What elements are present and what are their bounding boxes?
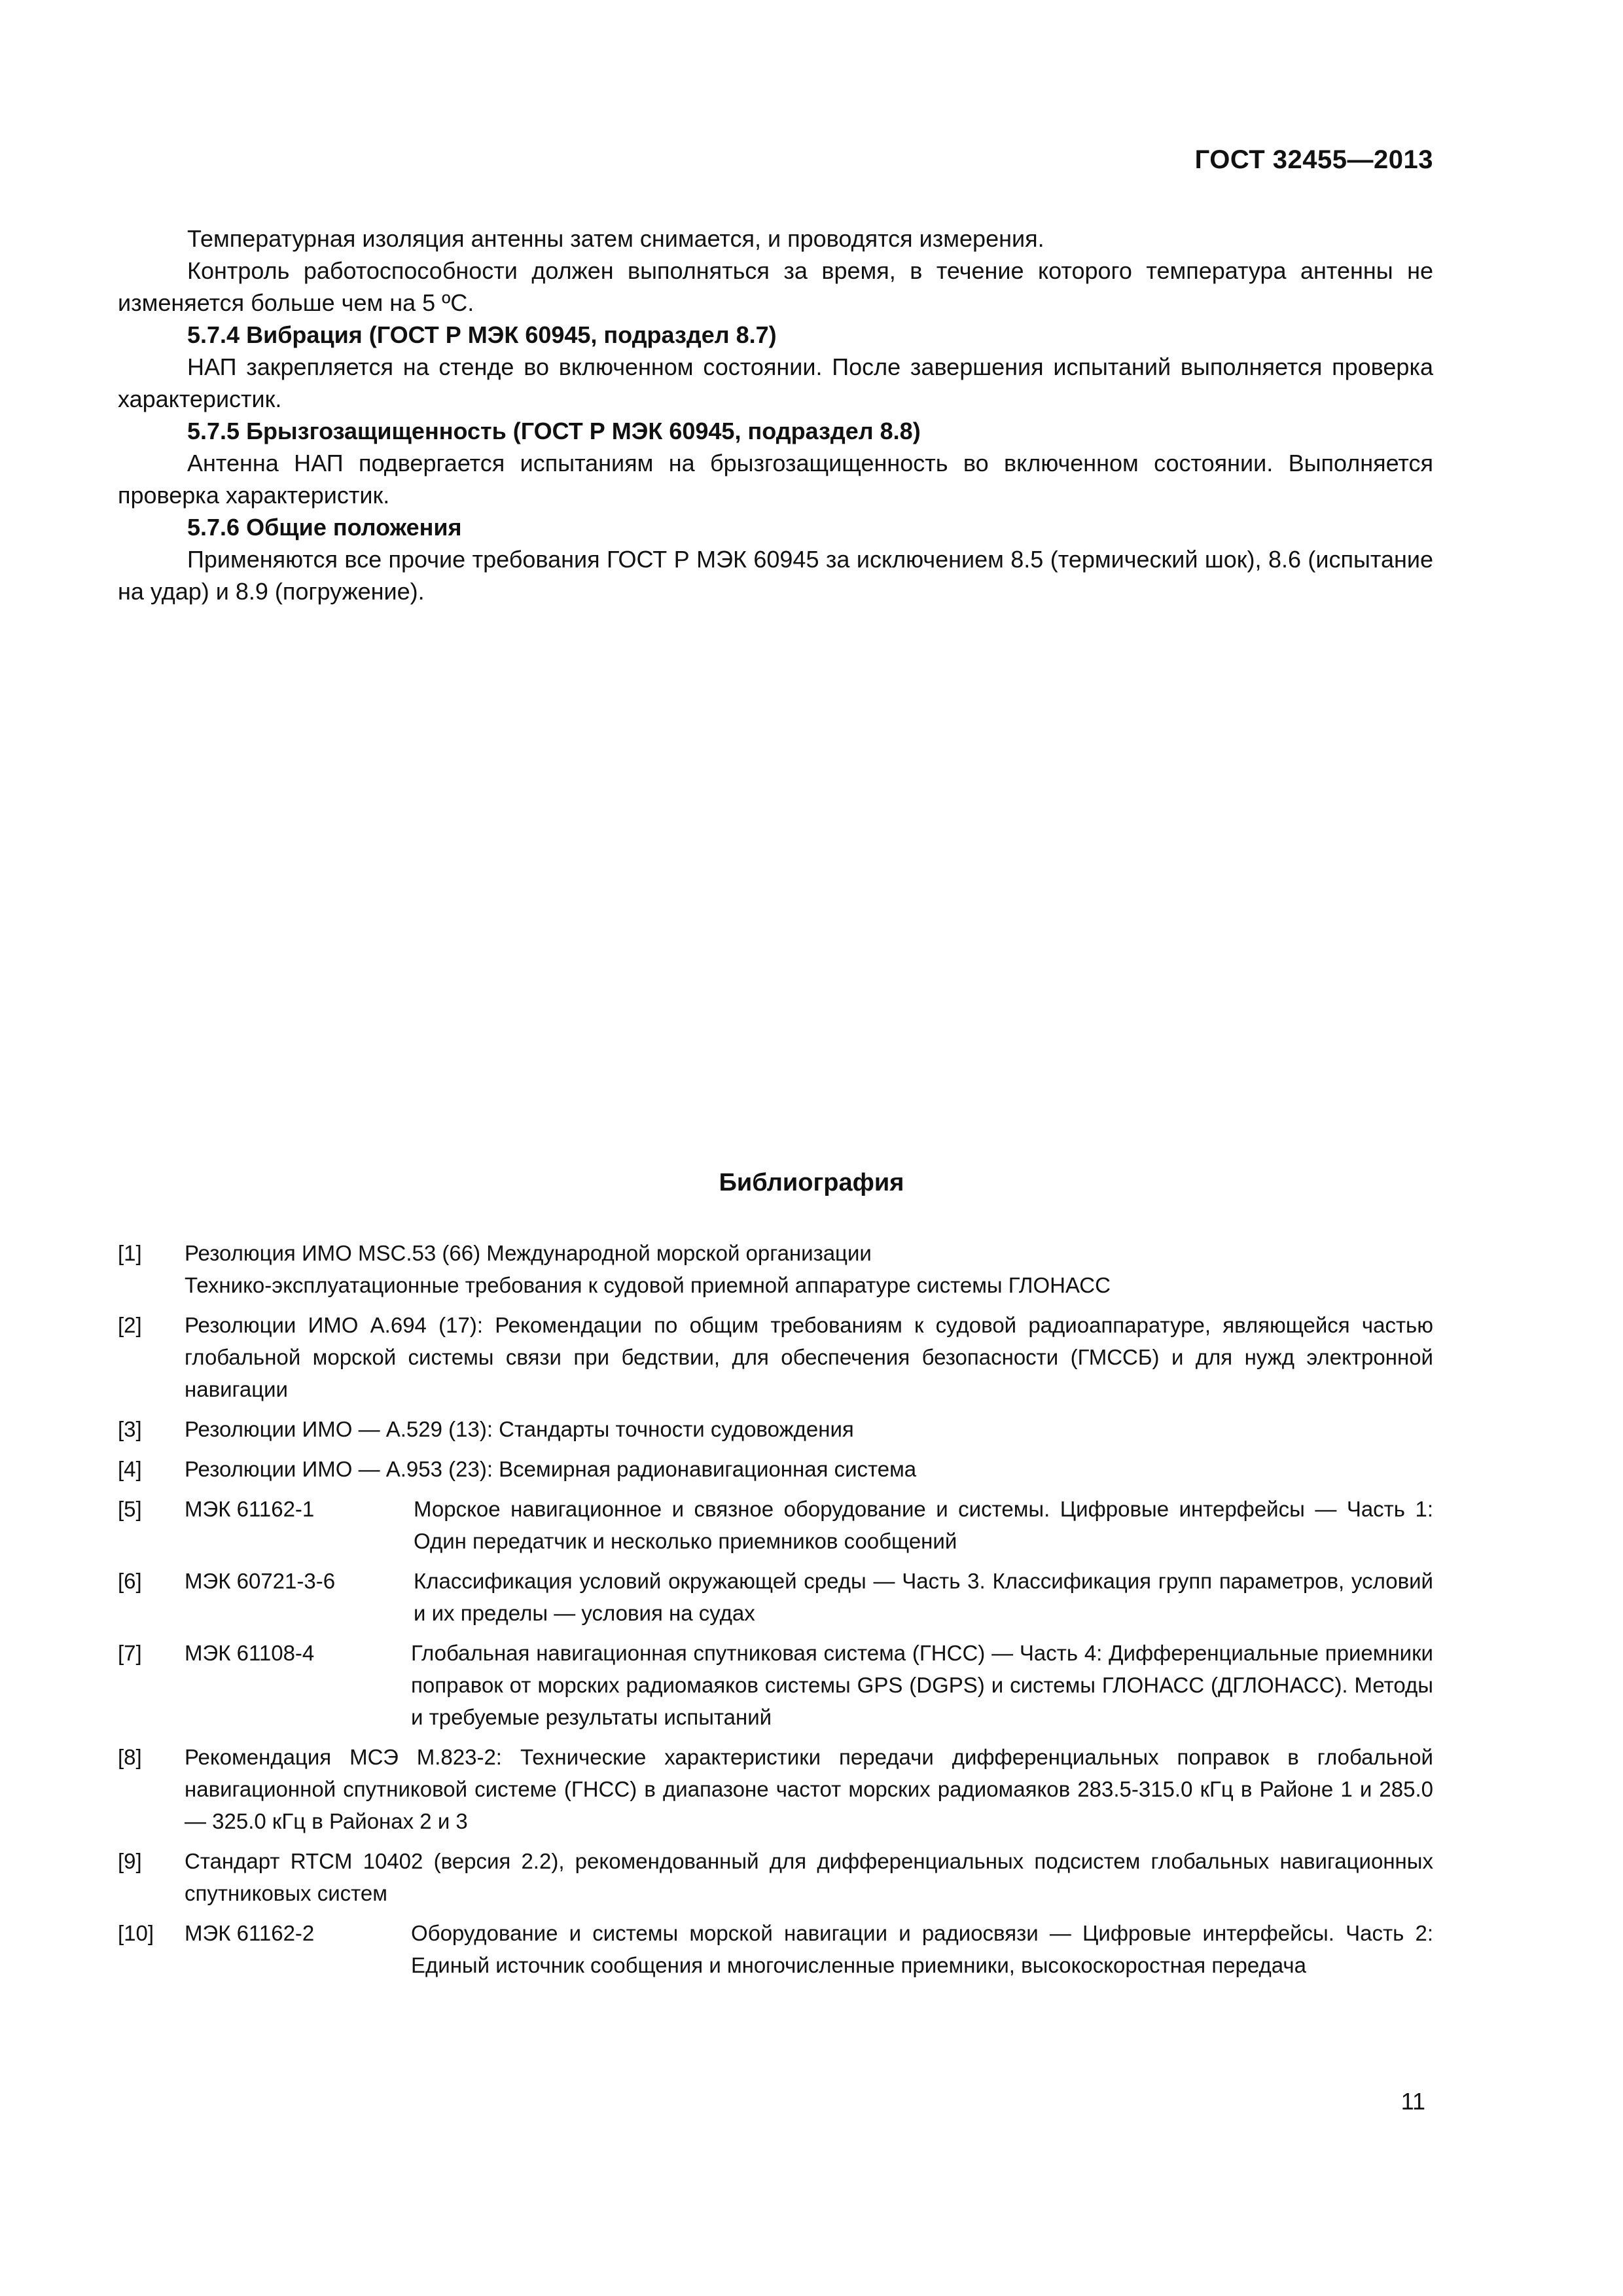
entry-line: Технико-эксплуатационные требования к судовой приемной аппаратуре системы ГЛОНАСС [185, 1273, 1111, 1297]
bibliography-entry [118, 1237, 1433, 1301]
paragraph: Контроль работоспособности должен выполняться за время, в течение которого температура антенны не изменяется больше чем на 5 ºС. [118, 257, 1433, 316]
section-heading-5-7-5: 5.7.5 Брызгозащищенность (ГОСТ Р МЭК 60945, подраздел 8.8) [187, 418, 921, 444]
bibliography-entry [118, 1845, 1433, 1909]
entry-text [185, 1237, 1433, 1301]
entry-text: Резолюции ИМО — А.529 (13): Стандарты точности судовождения [185, 1417, 854, 1441]
bibliography-entry [118, 1917, 1433, 1981]
bibliography-list [118, 1237, 1433, 1989]
entry-text: Морское навигационное и связное оборудование и системы. Цифровые интерфейсы — Часть 1: Один передатчик и несколько приемников сообщений [414, 1497, 1433, 1553]
entry-text: Резолюции ИМО — А.953 (23): Всемирная радионавигационная система [185, 1457, 917, 1481]
document-header: ГОСТ 32455—2013 [1194, 145, 1433, 174]
section-heading-5-7-4: 5.7.4 Вибрация (ГОСТ Р МЭК 60945, подраздел 8.7) [187, 321, 777, 348]
bibliography-entry [118, 1413, 1433, 1445]
entry-text: Резолюции ИМО А.694 (17): Рекомендации по общим требованиям к судовой радиоаппаратуре, являющейся частью глобальной морской системы связи при бедствии, для обеспечения безопасности (ГМССБ) и для нужд электронной навигации [185, 1313, 1433, 1401]
entry-standard-code: МЭК 61162-2 [185, 1921, 315, 1945]
entry-text: Рекомендация МСЭ М.823-2: Технические характеристики передачи дифференциальных поправок в глобальной навигационной спутниковой системе (ГНСС) в диапазоне частот морских радиомаяков 283.5-315.0 кГц в Районе 1 и 285.0 — 325.0 кГц в Районах 2 и 3 [185, 1745, 1433, 1833]
bibliography-title: Библиография [719, 1169, 904, 1196]
entry-text: Классификация условий окружающей среды — Часть 3. Классификация групп параметров, условий и их пределы — условия на судах [414, 1569, 1433, 1625]
entry-number: [3] [118, 1417, 142, 1441]
paragraph: НАП закрепляется на стенде во включенном состоянии. После завершения испытаний выполняется проверка характеристик. [118, 353, 1433, 412]
paragraph: Применяются все прочие требования ГОСТ Р МЭК 60945 за исключением 8.5 (термический шок), 8.6 (испытание на удар) и 8.9 (погружение). [118, 546, 1433, 605]
entry-text: Глобальная навигационная спутниковая система (ГНСС) — Часть 4: Дифференциальные приемники поправок от морских радиомаяков системы GPS (DGPS) и системы ГЛОНАСС (ДГЛОНАСС). Методы и требуемые результаты испытаний [411, 1641, 1433, 1729]
entry-number: [4] [118, 1457, 142, 1481]
section-body [118, 223, 1433, 607]
entry-number: [8] [118, 1745, 142, 1769]
bibliography-entry [118, 1453, 1433, 1485]
entry-number: [2] [118, 1313, 142, 1337]
entry-text: Оборудование и системы морской навигации и радиосвязи — Цифровые интерфейсы. Часть 2: Единый источник сообщения и многочисленные приемники, высокоскоростная передача [411, 1921, 1433, 1977]
entry-number: [5] [118, 1497, 142, 1521]
paragraph: Температурная изоляция антенны затем снимается, и проводятся измерения. [187, 225, 1044, 252]
bibliography-entry [118, 1493, 1433, 1557]
bibliography-entry [118, 1565, 1433, 1629]
entry-number: [1] [118, 1241, 142, 1265]
page-number: 11 [1400, 2088, 1425, 2115]
entry-number: [6] [118, 1569, 142, 1593]
bibliography-entry [118, 1741, 1433, 1837]
bibliography-entry [118, 1637, 1433, 1733]
entry-text: Стандарт RTCM 10402 (версия 2.2), рекомендованный для дифференциальных подсистем глобальных навигационных спутниковых систем [185, 1849, 1433, 1905]
paragraph: Антенна НАП подвергается испытаниям на брызгозащищенность во включенном состоянии. Выполняется проверка характеристик. [118, 450, 1433, 509]
entry-number: [10] [118, 1921, 154, 1945]
section-heading-5-7-6: 5.7.6 Общие положения [187, 514, 462, 541]
entry-number: [7] [118, 1641, 142, 1665]
entry-line: Резолюция ИМО MSC.53 (66) Международной морской организации [185, 1241, 872, 1265]
bibliography-entry [118, 1309, 1433, 1405]
entry-standard-code: МЭК 61162-1 [185, 1497, 315, 1521]
entry-standard-code: МЭК 60721-3-6 [185, 1569, 336, 1593]
entry-number: [9] [118, 1849, 142, 1873]
entry-standard-code: МЭК 61108-4 [185, 1641, 315, 1665]
